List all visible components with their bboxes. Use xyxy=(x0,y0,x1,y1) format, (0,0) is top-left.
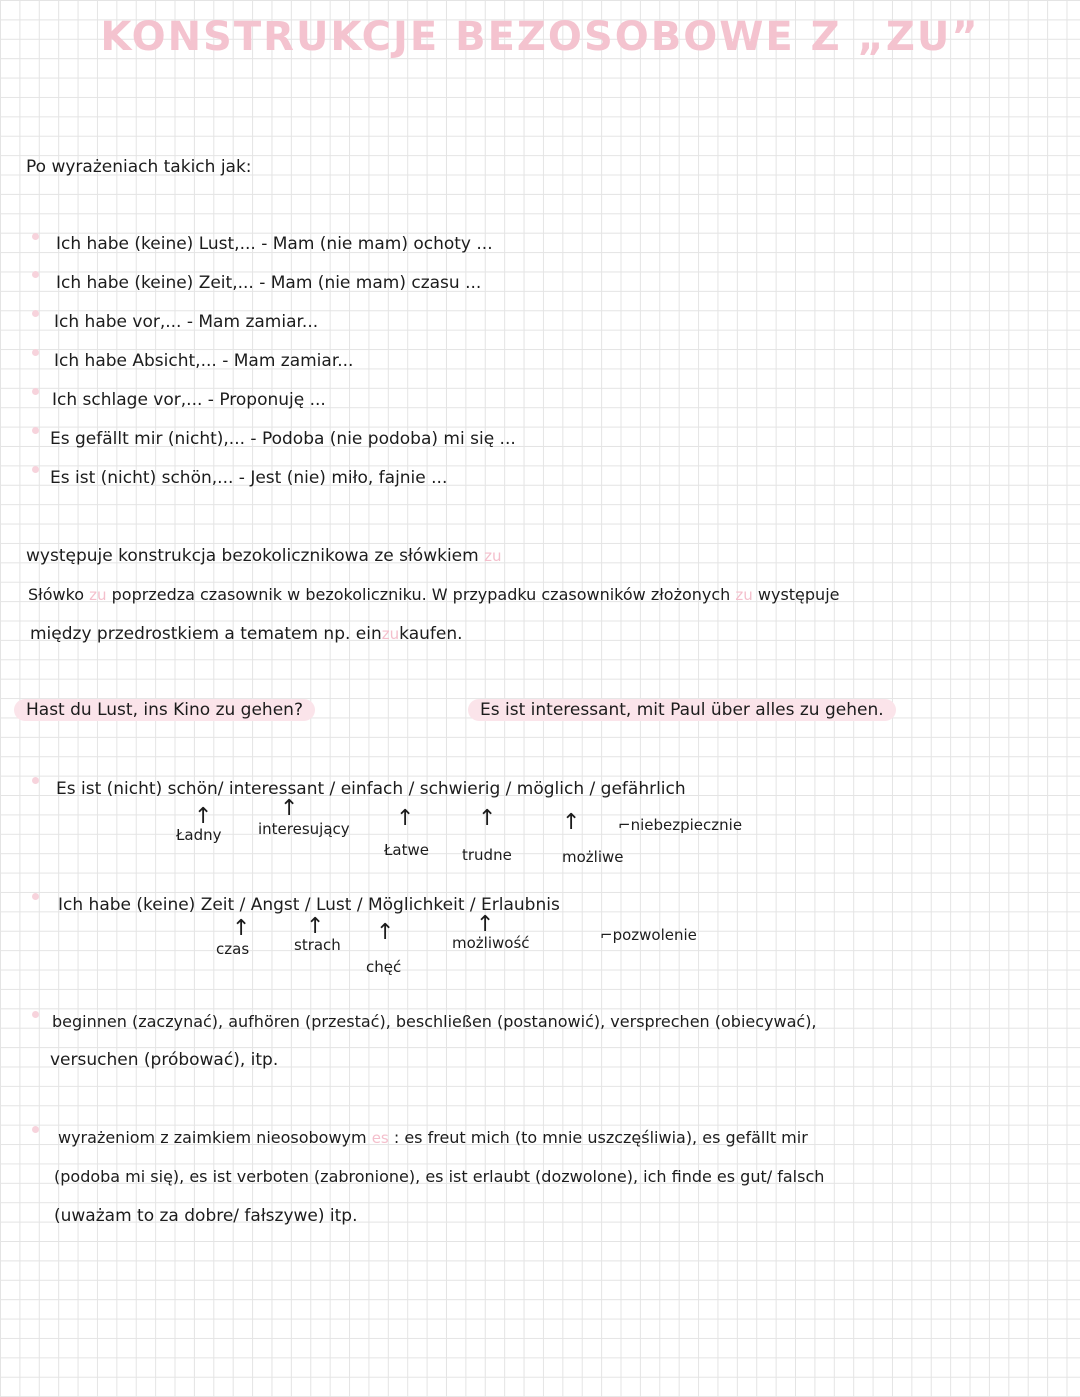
bullet-icon xyxy=(32,893,39,900)
list-item: Es ist (nicht) schön,... - Jest (nie) miło, fajnie ... xyxy=(50,468,448,488)
translation-text: pozwolenie xyxy=(612,926,697,944)
arrow-up-icon: ↑ xyxy=(478,806,497,831)
translation-chec: chęć xyxy=(366,958,402,976)
explanation-line-1 xyxy=(26,545,502,567)
example-1: Hast du Lust, ins Kino zu gehen? xyxy=(14,699,315,721)
explanation-text: występuje konstrukcja bezokolicznikowa ze słówkiem xyxy=(26,546,479,566)
list-item: Ich habe Absicht,... - Mam zamiar... xyxy=(54,351,354,371)
list-item: Ich habe (keine) Zeit,... - Mam (nie mam) czasu ... xyxy=(56,273,482,293)
arrow-up-icon: ↑ xyxy=(396,806,415,831)
translation-mozliwosc: możliwość xyxy=(452,934,530,952)
bullet-icon xyxy=(32,233,39,240)
bullet-icon xyxy=(32,271,39,278)
es-line-1 xyxy=(58,1127,808,1149)
bullet-icon xyxy=(32,349,39,356)
bullet-icon xyxy=(32,388,39,395)
zu-marker: zu xyxy=(89,586,107,604)
explanation-text: poprzedza czasownik w bezokoliczniku. W przypadku czasowników złożonych xyxy=(111,585,731,604)
translation-mozliwe: możliwe xyxy=(562,848,624,866)
explanation-text: występuje xyxy=(757,585,840,604)
example-stem: kaufen. xyxy=(399,624,463,644)
zu-marker: zu xyxy=(735,586,753,604)
bullet-icon xyxy=(32,310,39,317)
list-item: Ich habe (keine) Lust,... - Mam (nie mam) ochoty ... xyxy=(56,234,493,254)
bullet-icon xyxy=(32,777,39,784)
es-line-2: (podoba mi się), es ist verboten (zabronione), es ist erlaubt (dozwolone), ich finde es gut/ falsch xyxy=(54,1167,825,1186)
explanation-text: między przedrostkiem a tematem np. xyxy=(30,624,351,644)
bullet-icon xyxy=(32,466,39,473)
translation-ladny: Ładny xyxy=(176,826,222,844)
translation-pozwolenie: ⌐pozwolenie xyxy=(600,926,697,944)
es-text: wyrażeniom z zaimkiem nieosobowym xyxy=(58,1128,367,1147)
bullet-icon xyxy=(32,1126,39,1133)
zu-marker: zu xyxy=(381,625,400,643)
nouns-line: Ich habe (keine) Zeit / Angst / Lust / Möglichkeit / Erlaubnis xyxy=(58,895,560,915)
list-item: Ich habe vor,... - Mam zamiar... xyxy=(54,312,319,332)
adjectives-line: Es ist (nicht) schön/ interessant / einfach / schwierig / möglich / gefährlich xyxy=(56,779,686,799)
explanation-line-3 xyxy=(30,623,463,645)
translation-text: niebezpiecznie xyxy=(630,816,743,834)
arrow-up-icon: ↑ xyxy=(306,914,325,939)
es-line-3: (uważam to za dobre/ fałszywe) itp. xyxy=(54,1206,358,1226)
arrow-up-icon: ↑ xyxy=(562,810,581,835)
es-text: : es freut mich (to mnie uszczęśliwia), es gefällt mir xyxy=(393,1128,808,1147)
translation-latwe: Łatwe xyxy=(384,841,429,859)
arrow-up-icon: ↑ xyxy=(232,916,251,941)
arrow-up-icon: ↑ xyxy=(476,912,495,937)
arrow-up-icon: ↑ xyxy=(194,804,213,829)
translation-trudne: trudne xyxy=(462,846,512,864)
intro-text: Po wyrażeniach takich jak: xyxy=(26,157,252,177)
verbs-line-2: versuchen (próbować), itp. xyxy=(50,1050,279,1070)
page-title: KONSTRUKCJE BEZOSOBOWE Z „ZU” xyxy=(100,14,980,60)
translation-czas: czas xyxy=(216,940,250,958)
arrow-up-icon: ↑ xyxy=(280,796,299,821)
es-marker: es xyxy=(371,1129,389,1147)
explanation-line-2 xyxy=(28,584,839,606)
arrow-up-icon: ↑ xyxy=(376,920,395,945)
example-2: Es ist interessant, mit Paul über alles zu gehen. xyxy=(468,699,896,721)
explanation-text: Słówko xyxy=(28,585,85,604)
bullet-icon xyxy=(32,1011,39,1018)
bullet-icon xyxy=(32,427,39,434)
translation-interesujacy: interesujący xyxy=(258,820,350,838)
example-prefix: ein xyxy=(355,624,382,644)
translation-niebezpiecznie: ⌐niebezpiecznie xyxy=(618,816,743,834)
list-item: Ich schlage vor,... - Proponuję ... xyxy=(52,390,326,410)
zu-marker: zu xyxy=(484,547,502,565)
list-item: Es gefällt mir (nicht),... - Podoba (nie podoba) mi się ... xyxy=(50,429,516,449)
translation-strach: strach xyxy=(294,936,341,954)
verbs-line-1: beginnen (zaczynać), aufhören (przestać), beschließen (postanowić), versprechen (obiecywać), xyxy=(52,1012,817,1031)
